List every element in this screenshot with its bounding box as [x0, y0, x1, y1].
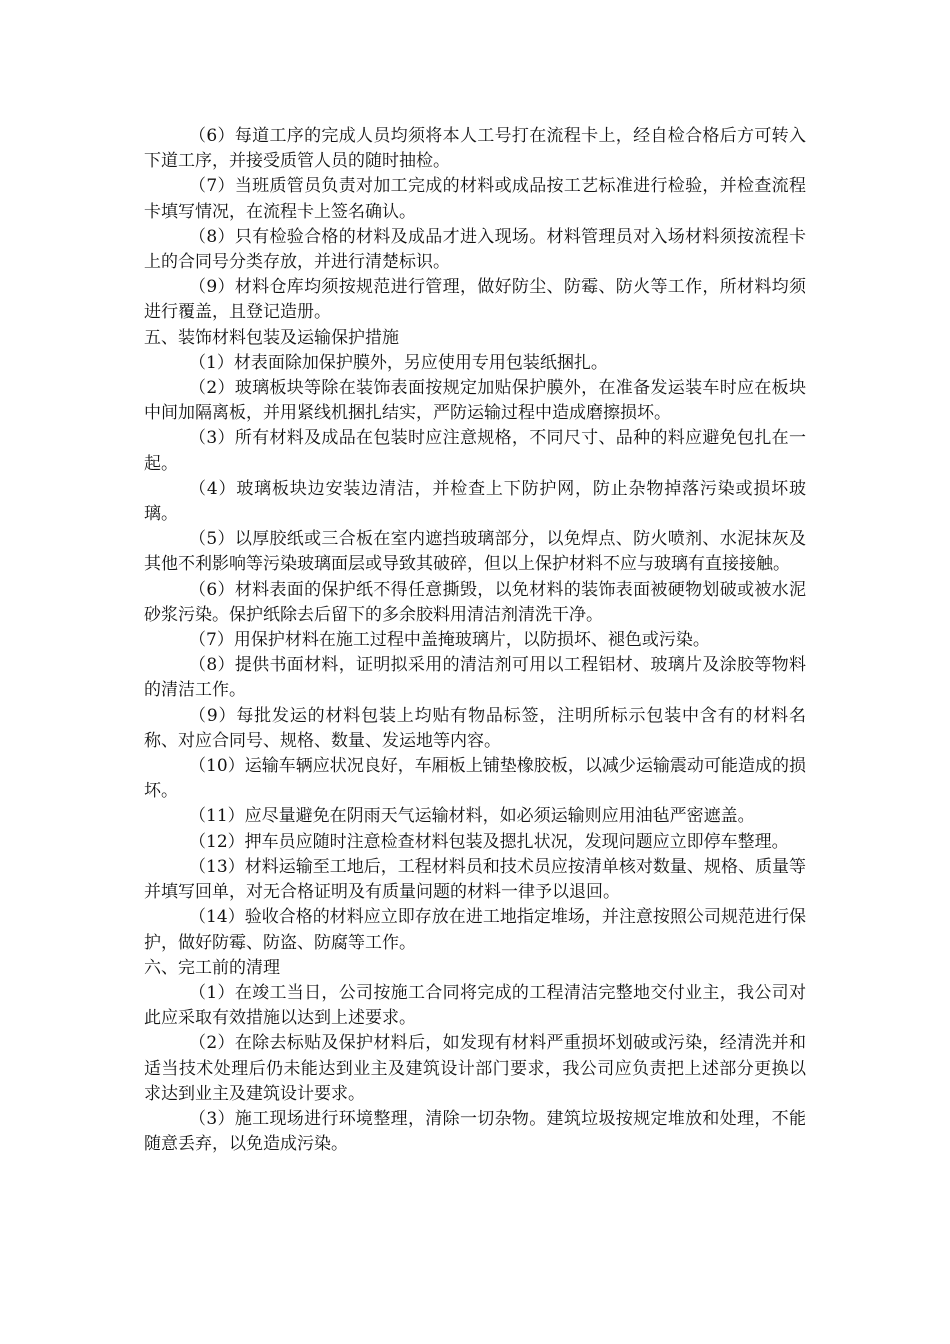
paragraph-4-9: （9）材料仓库均须按规范进行管理，做好防尘、防霉、防火等工作，所材料均须进行覆盖，且登记造册。 — [144, 277, 806, 323]
paragraph-4-6: （6）每道工序的完成人员均须将本人工号打在流程卡上，经自检合格后方可转入下道工序，并接受质管人员的随时抽检。 — [144, 126, 806, 172]
paragraph-5-5: （5）以厚胶纸或三合板在室内遮挡玻璃部分，以免焊点、防火喷剂、水泥抹灰及其他不利影响等污染玻璃面层或导致其破碎，但以上保护材料不应与玻璃有直接接触。 — [144, 529, 806, 575]
paragraph-5-8: （8）提供书面材料，证明拟采用的清洁剂可用以工程铝材、玻璃片及涂胶等物料的清洁工作。 — [144, 655, 806, 701]
paragraph-5-9: （9）每批发运的材料包装上均贴有物品标签，注明所标示包装中含有的材料名称、对应合同号、规格、数量、发运地等内容。 — [144, 705, 806, 751]
paragraph-4-8: （8）只有检验合格的材料及成品才进入现场。材料管理员对入场材料须按流程卡上的合同号分类存放，并进行清楚标识。 — [144, 226, 806, 273]
paragraph-5-10: （10）运输车辆应状况良好，车厢板上铺垫橡胶板，以减少运输震动可能造成的损坏。 — [144, 756, 806, 802]
paragraph-5-12: （12）押车员应随时注意检查材料包装及摁扎状况，发现问题应立即停车整理。 — [189, 831, 789, 852]
paragraph-5-6: （6）材料表面的保护纸不得任意撕毁，以免材料的装饰表面被硬物划破或被水泥砂浆污染。保护纸除去后留下的多余胶料用清洁剂清洗干净。 — [144, 579, 806, 625]
paragraph-6-2: （2）在除去标贴及保护材料后，如发现有材料严重损坏划破或污染，经清洗并和适当技术处理后仍未能达到业主及建筑设计部门要求，我公司应负责把上述部分更换以求达到业主及建筑设计要求。 — [144, 1033, 806, 1104]
paragraph-5-2: （2）玻璃板块等除在装饰表面按规定加贴保护膜外，在准备发运装车时应在板块中间加隔离板，并用紧线机捆扎结实，严防运输过程中造成磨擦损坏。 — [144, 378, 806, 424]
paragraph-5-1: （1）材表面除加保护膜外，另应使用专用包装纸捆扎。 — [189, 352, 608, 373]
paragraph-5-7: （7）用保护材料在施工过程中盖掩玻璃片，以防损坏、褪色或污染。 — [189, 630, 710, 651]
section-heading-5: 五、装饰材料包装及运输保护措施 — [144, 327, 399, 348]
document-body — [144, 124, 806, 1157]
paragraph-4-7: （7）当班质管员负责对加工完成的材料或成品按工艺标准进行检验，并检查流程卡填写情况，在流程卡上签名确认。 — [144, 176, 806, 222]
paragraph-5-14: （14）验收合格的材料应立即存放在进工地指定堆场，并注意按照公司规范进行保护，做好防霉、防盗、防腐等工作。 — [144, 907, 806, 953]
paragraph-6-1: （1）在竣工当日，公司按施工合同将完成的工程清洁完整地交付业主，我公司对此应采取有效措施以达到上述要求。 — [144, 982, 806, 1029]
paragraph-5-3: （3）所有材料及成品在包装时应注意规格，不同尺寸、品种的料应避免包扎在一起。 — [144, 428, 806, 474]
section-heading-6: 六、完工前的清理 — [144, 957, 280, 978]
paragraph-5-13: （13）材料运输至工地后，工程材料员和技术员应按清单核对数量、规格、质量等并填写回单，对无合格证明及有质量问题的材料一律予以退回。 — [144, 856, 806, 903]
paragraph-5-4: （4）玻璃板块边安装边清洁，并检查上下防护网，防止杂物掉落污染或损坏玻璃。 — [144, 478, 806, 525]
paragraph-5-11: （11）应尽量避免在阴雨天气运输材料，如必须运输则应用油毡严密遮盖。 — [189, 806, 755, 827]
paragraph-6-3: （3）施工现场进行环境整理，清除一切杂物。建筑垃圾按规定堆放和处理，不能随意丢弃，以免造成污染。 — [144, 1108, 806, 1155]
